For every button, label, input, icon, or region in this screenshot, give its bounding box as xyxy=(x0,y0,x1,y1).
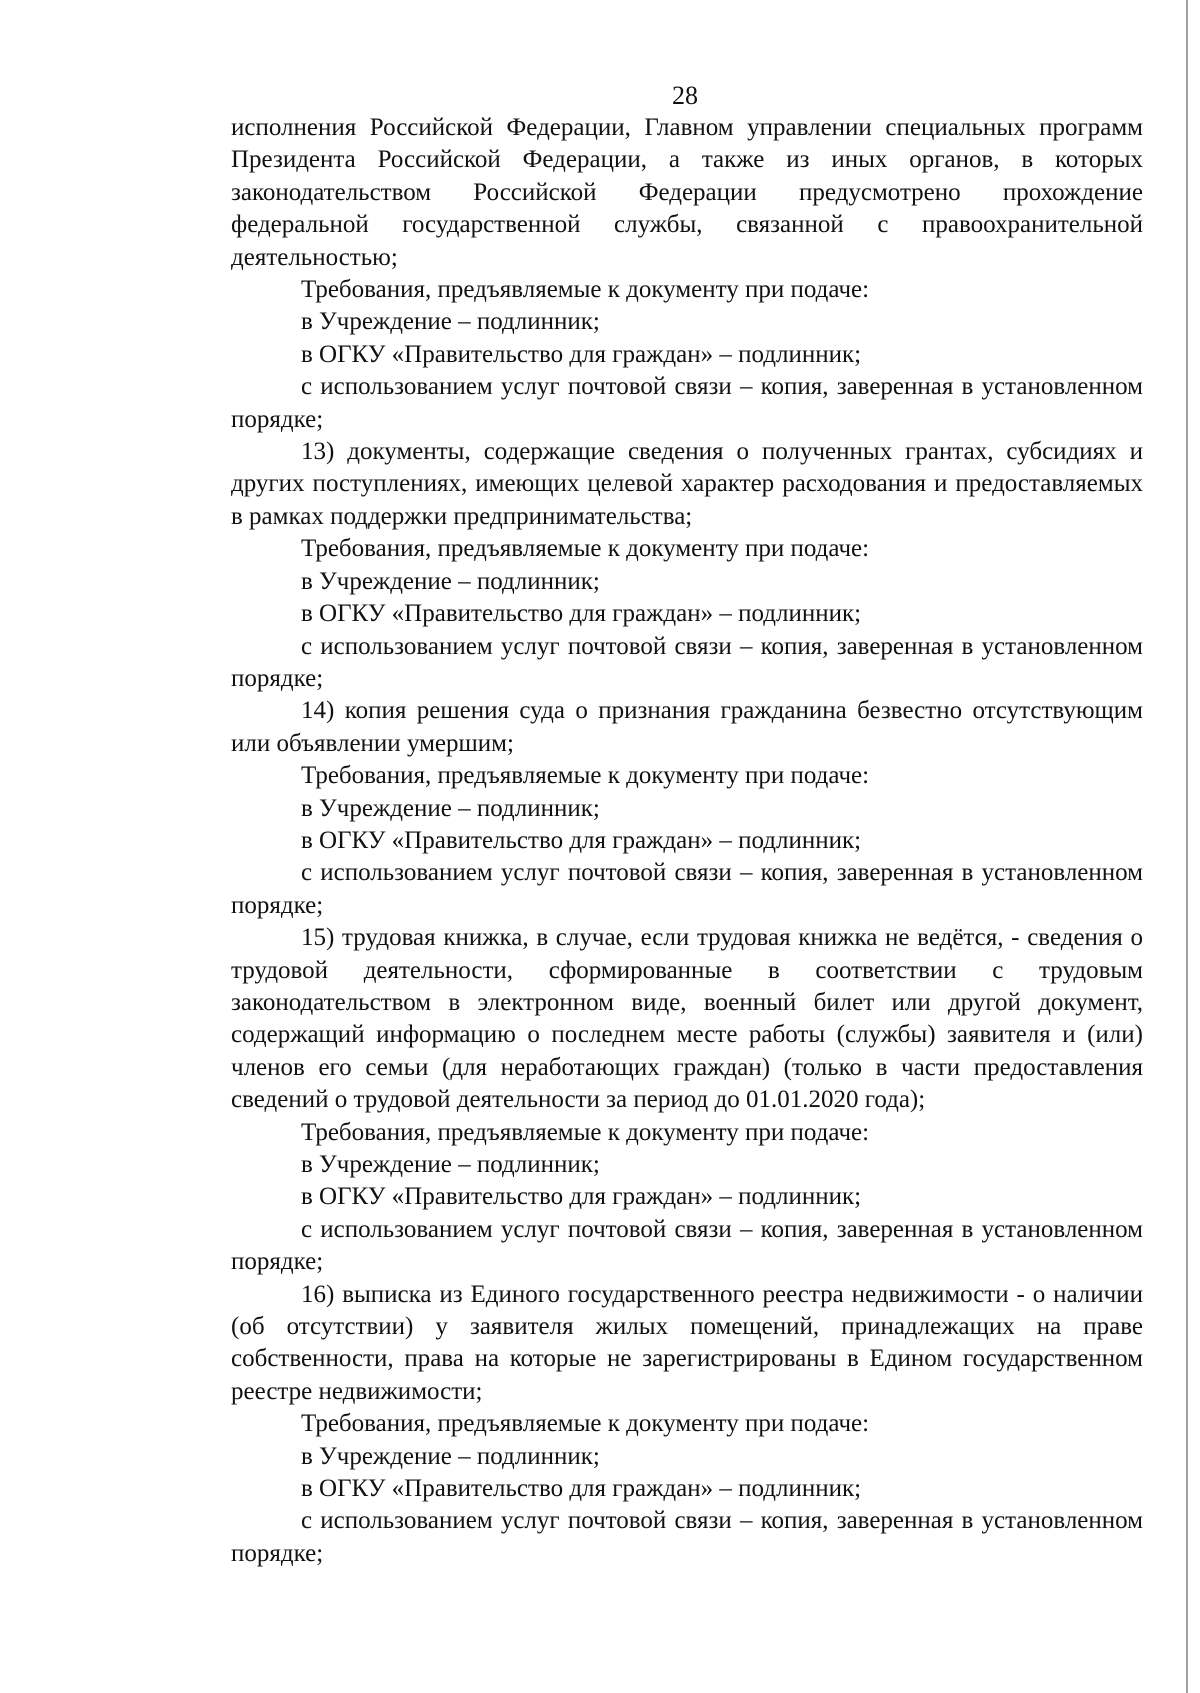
paragraph: с использованием услуг почтовой связи – копия, заверенная в установленном порядке; xyxy=(231,859,1143,919)
paragraph: в ОГКУ «Правительство для граждан» – подлинник; xyxy=(301,826,862,854)
paragraph: Требования, предъявляемые к документу при подаче: xyxy=(301,762,870,790)
paragraph: с использованием услуг почтовой связи – копия, заверенная в установленном порядке; xyxy=(231,632,1143,692)
paragraph: Требования, предъявляемые к документу при подаче: xyxy=(301,276,870,304)
paragraph: в Учреждение – подлинник; xyxy=(301,794,600,822)
paragraph: Требования, предъявляемые к документу при подаче: xyxy=(301,1118,870,1146)
page-number: 28 xyxy=(672,81,698,110)
paragraph: с использованием услуг почтовой связи – копия, заверенная в установленном порядке; xyxy=(231,1215,1143,1276)
paragraph: в ОГКУ «Правительство для граждан» – подлинник; xyxy=(301,600,862,628)
paragraph: 14) копия решения суда о признания гражданина безвестно отсутствующим или объявлении умершим; xyxy=(231,697,1143,757)
paragraph: в ОГКУ «Правительство для граждан» – подлинник; xyxy=(301,1183,862,1211)
paragraph: в Учреждение – подлинник; xyxy=(301,567,600,595)
paragraph: с использованием услуг почтовой связи – копия, заверенная в установленном порядке; xyxy=(231,373,1143,433)
paragraph: с использованием услуг почтовой связи – копия, заверенная в установленном порядке; xyxy=(231,1507,1143,1567)
paragraph: в ОГКУ «Правительство для граждан» – подлинник; xyxy=(301,1475,862,1503)
document-body xyxy=(231,112,1143,1570)
paragraph: в Учреждение – подлинник; xyxy=(301,308,600,336)
paragraph: исполнения Российской Федерации, Главном управлении специальных программ Президента Российской Федерации, а также из иных органов, в которых законодательством Российской Федерации предусмотрено прохождение федеральной государственной службы, связанной с правоохранительной деятельностью; xyxy=(231,114,1143,271)
paragraph: 16) выписка из Единого государственного реестра недвижимости - о наличии (об отсутствии) у заявителя жилых помещений, принадлежащих на праве собственности, права на которые не зарегистрированы в Едином государственном реестре недвижимости; xyxy=(231,1280,1143,1405)
paragraph: в Учреждение – подлинник; xyxy=(301,1151,600,1178)
paragraph: в Учреждение – подлинник; xyxy=(301,1442,600,1470)
paragraph: в ОГКУ «Правительство для граждан» – подлинник; xyxy=(301,340,862,368)
scan-edge-line xyxy=(1186,0,1188,1693)
paragraph: Требования, предъявляемые к документу при подаче: xyxy=(301,1410,870,1438)
paragraph: 13) документы, содержащие сведения о полученных грантах, субсидиях и других поступлениях, имеющих целевой характер расходования и предоставляемых в рамках поддержки предпринимательства; xyxy=(231,438,1143,530)
paragraph: Требования, предъявляемые к документу при подаче: xyxy=(301,535,870,563)
paragraph: 15) трудовая книжка, в случае, если трудовая книжка не ведётся, - сведения о трудовой деятельности, сформированные в соответствии с трудовым законодательством в электронном виде, военный билет или другой документ, содержащий информацию о последнем месте работы (службы) заявителя и (или) членов его семьи (для неработающих граждан) (только в части предоставления сведений о трудовой деятельности за период до 01.01.2020 года); xyxy=(231,924,1143,1114)
